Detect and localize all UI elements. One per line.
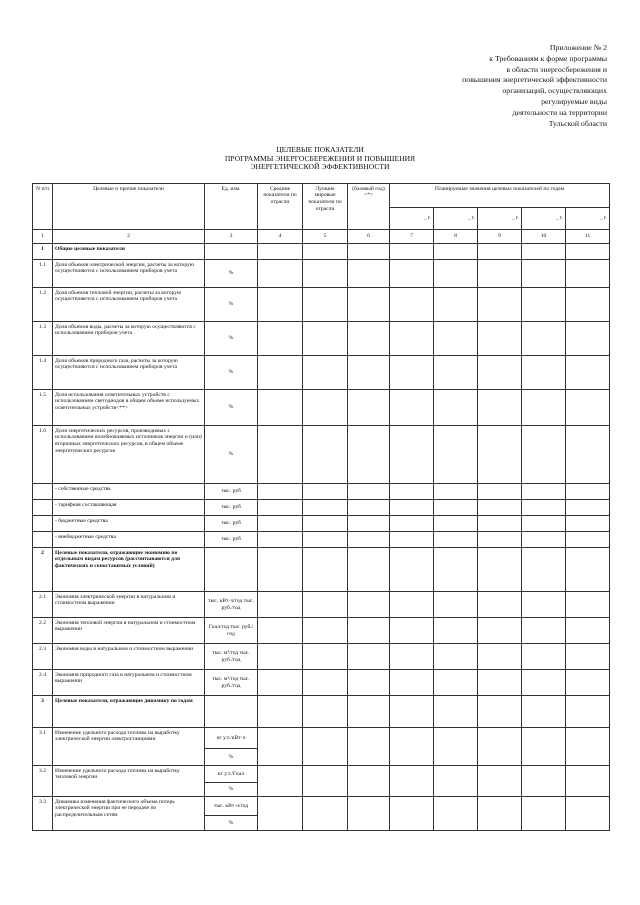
row-number [33, 500, 53, 516]
value-cell [478, 766, 522, 797]
value-cell [348, 390, 390, 426]
table-row [33, 516, 610, 532]
value-cell [434, 728, 478, 766]
row-unit: кг у.т./Гкал [205, 766, 258, 783]
value-cell [478, 532, 522, 548]
row-unit: % [205, 356, 258, 390]
table-row [33, 244, 610, 260]
table-row [33, 500, 610, 516]
value-cell [434, 356, 478, 390]
value-cell [522, 592, 566, 618]
column-number: 3 [205, 230, 258, 244]
value-cell [434, 390, 478, 426]
value-cell [258, 500, 303, 516]
appendix-line: повышения энергетической эффективности [462, 75, 607, 85]
value-cell [348, 532, 390, 548]
row-indicator: - тарифная составляющая [53, 500, 205, 516]
value-cell [390, 322, 434, 356]
value-cell [303, 766, 348, 797]
title-line: ЭНЕРГЕТИЧЕСКОЙ ЭФФЕКТИВНОСТИ [250, 162, 390, 172]
table-row [33, 766, 610, 783]
value-cell [522, 797, 566, 831]
value-cell [390, 288, 434, 322]
value-cell [434, 644, 478, 670]
row-unit: Гкал/год тыс. руб./год [205, 618, 258, 644]
header-base-year: (базовый год) <*> [348, 184, 390, 230]
value-cell [478, 592, 522, 618]
value-cell [566, 644, 610, 670]
row-number: 3.1 [33, 728, 53, 766]
row-number: 1.4 [33, 356, 53, 390]
column-number: 5 [303, 230, 348, 244]
value-cell [434, 766, 478, 797]
value-cell [303, 500, 348, 516]
value-cell [348, 618, 390, 644]
value-cell [258, 592, 303, 618]
row-number: 2.3 [33, 644, 53, 670]
row-unit: тыс. кВт·ч/год [205, 797, 258, 816]
table-row [33, 322, 610, 356]
row-unit: % [205, 322, 258, 356]
value-cell [390, 484, 434, 500]
value-cell [522, 728, 566, 766]
row-unit: % [205, 749, 258, 766]
row-unit: % [205, 426, 258, 484]
value-cell [566, 592, 610, 618]
table-row [33, 592, 610, 618]
value-cell [566, 670, 610, 696]
table-row [33, 532, 610, 548]
value-cell [303, 728, 348, 766]
value-cell [348, 322, 390, 356]
value-cell [478, 728, 522, 766]
row-indicator: Доля объемов природного газа, расчеты за которую осуществляются с использованием приборов учета [53, 356, 205, 390]
row-number: 1.6 [33, 426, 53, 484]
value-cell [258, 532, 303, 548]
header-year: _ г. [478, 208, 522, 230]
row-number: 2.1 [33, 592, 53, 618]
value-cell [566, 484, 610, 500]
value-cell [390, 696, 434, 728]
value-cell [303, 426, 348, 484]
value-cell [478, 548, 522, 592]
value-cell [258, 766, 303, 797]
table-row [33, 426, 610, 484]
value-cell [348, 244, 390, 260]
value-cell [303, 670, 348, 696]
value-cell [566, 516, 610, 532]
row-number: 1.1 [33, 260, 53, 288]
value-cell [434, 426, 478, 484]
value-cell [566, 618, 610, 644]
value-cell [258, 516, 303, 532]
value-cell [522, 532, 566, 548]
row-number: 1.2 [33, 288, 53, 322]
table-row [33, 288, 610, 322]
value-cell [390, 766, 434, 797]
value-cell [522, 548, 566, 592]
value-cell [303, 356, 348, 390]
table-row [33, 390, 610, 426]
value-cell [390, 532, 434, 548]
value-cell [390, 618, 434, 644]
row-number: 3.2 [33, 766, 53, 797]
row-number [33, 484, 53, 500]
value-cell [258, 356, 303, 390]
value-cell [348, 766, 390, 797]
value-cell [522, 260, 566, 288]
value-cell [566, 728, 610, 766]
value-cell [348, 670, 390, 696]
table-row [33, 696, 610, 728]
column-number: 10 [522, 230, 566, 244]
value-cell [348, 548, 390, 592]
value-cell [434, 670, 478, 696]
value-cell [434, 797, 478, 831]
value-cell [348, 356, 390, 390]
row-unit: тыс. кВт·ч/год тыс. руб./год [205, 592, 258, 618]
row-unit: тыс. руб [205, 516, 258, 532]
value-cell [303, 548, 348, 592]
value-cell [390, 260, 434, 288]
header-name: Целевые и прочие показатели [53, 184, 205, 230]
row-unit [205, 696, 258, 728]
row-unit: тыс. руб [205, 500, 258, 516]
value-cell [566, 696, 610, 728]
value-cell [348, 696, 390, 728]
value-cell [566, 260, 610, 288]
row-indicator: Экономия воды в натуральном и стоимостном выражении [53, 644, 205, 670]
value-cell [258, 322, 303, 356]
row-indicator: - внебюджетные средства [53, 532, 205, 548]
value-cell [303, 322, 348, 356]
column-number: 6 [348, 230, 390, 244]
value-cell [522, 484, 566, 500]
row-indicator: Целевые показатели, отражающие динамику по годам [53, 696, 205, 728]
value-cell [258, 797, 303, 831]
value-cell [390, 592, 434, 618]
value-cell [522, 390, 566, 426]
column-number: 4 [258, 230, 303, 244]
header-year: _ г. [522, 208, 566, 230]
row-unit: тыс. м³/год тыс. руб./год [205, 644, 258, 670]
row-number [33, 532, 53, 548]
value-cell [522, 766, 566, 797]
value-cell [390, 728, 434, 766]
value-cell [258, 484, 303, 500]
value-cell [566, 244, 610, 260]
row-indicator: Общие целевые показатели [53, 244, 205, 260]
value-cell [434, 484, 478, 500]
value-cell [348, 484, 390, 500]
header-best: Лучшие мировые показатели по отрасли [303, 184, 348, 230]
value-cell [390, 644, 434, 670]
value-cell [348, 728, 390, 766]
value-cell [258, 548, 303, 592]
value-cell [434, 500, 478, 516]
value-cell [522, 244, 566, 260]
value-cell [566, 322, 610, 356]
value-cell [566, 500, 610, 516]
value-cell [390, 548, 434, 592]
value-cell [434, 322, 478, 356]
appendix-line: Тульской области [548, 118, 607, 128]
value-cell [434, 516, 478, 532]
value-cell [478, 618, 522, 644]
value-cell [303, 592, 348, 618]
value-cell [566, 356, 610, 390]
row-number: 1.3 [33, 322, 53, 356]
header-num: N п/п [33, 184, 53, 230]
value-cell [478, 288, 522, 322]
appendix-line: Приложение № 2 [549, 43, 607, 52]
value-cell [303, 644, 348, 670]
value-cell [258, 696, 303, 728]
value-cell [348, 516, 390, 532]
value-cell [303, 516, 348, 532]
value-cell [522, 644, 566, 670]
value-cell [522, 288, 566, 322]
value-cell [348, 500, 390, 516]
row-unit [205, 548, 258, 592]
value-cell [258, 728, 303, 766]
row-unit: кг у.т./кВт·ч [205, 728, 258, 749]
column-number: 1 [33, 230, 53, 244]
column-number: 11 [566, 230, 610, 244]
value-cell [566, 766, 610, 797]
value-cell [258, 644, 303, 670]
value-cell [348, 426, 390, 484]
row-indicator: Экономия электрической энергии в натуральном и стоимостном выражении [53, 592, 205, 618]
row-number [33, 516, 53, 532]
row-number: 2.4 [33, 670, 53, 696]
row-number: 1 [33, 244, 53, 260]
value-cell [434, 260, 478, 288]
value-cell [303, 244, 348, 260]
appendix-note [377, 43, 607, 129]
value-cell [303, 390, 348, 426]
table-row [33, 797, 610, 816]
value-cell [566, 426, 610, 484]
value-cell [258, 260, 303, 288]
value-cell [258, 244, 303, 260]
value-cell [303, 532, 348, 548]
appendix-line: к Требованиям к форме программы [489, 53, 607, 63]
row-number: 3 [33, 696, 53, 728]
value-cell [478, 484, 522, 500]
table-row [33, 618, 610, 644]
value-cell [522, 322, 566, 356]
table-row [33, 356, 610, 390]
value-cell [303, 484, 348, 500]
row-indicator: Доля объемов тепловой энергии, расчеты за которую осуществляются с использованием приборов учета [53, 288, 205, 322]
row-indicator: Изменение удельного расхода топлива на выработку электрической энергии электростанциями [53, 728, 205, 766]
table-row [33, 484, 610, 500]
value-cell [522, 670, 566, 696]
value-cell [258, 670, 303, 696]
value-cell [434, 244, 478, 260]
value-cell [348, 592, 390, 618]
value-cell [303, 797, 348, 831]
header-unit: Ед. изм. [205, 184, 258, 230]
row-indicator: - бюджетные средства [53, 516, 205, 532]
appendix-line: регулируемые виды [541, 96, 607, 106]
value-cell [478, 356, 522, 390]
value-cell [522, 516, 566, 532]
value-cell [522, 356, 566, 390]
value-cell [390, 670, 434, 696]
row-number: 2.2 [33, 618, 53, 644]
row-indicator: Динамика изменения фактического объема потерь электрической энергии при ее передаче по распределительным сетям [53, 797, 205, 831]
title-line: ПРОГРАММЫ ЭНЕРГОСБЕРЕЖЕНИЯ И ПОВЫШЕНИЯ [224, 153, 416, 163]
table-row [33, 548, 610, 592]
value-cell [348, 797, 390, 831]
value-cell [258, 390, 303, 426]
row-indicator: Экономия природного газа в натуральном и стоимостном выражении [53, 670, 205, 696]
row-indicator: Доля энергетических ресурсов, производимых с использованием возобновляемых источников энергии и (или) вторичных энергетических ресурсов, в общем объеме энергетических ресурсов [53, 426, 205, 484]
value-cell [390, 797, 434, 831]
value-cell [348, 260, 390, 288]
value-cell [566, 532, 610, 548]
row-unit: % [205, 260, 258, 288]
document-title [0, 146, 640, 172]
value-cell [303, 618, 348, 644]
value-cell [390, 244, 434, 260]
value-cell [478, 500, 522, 516]
row-number: 3.3 [33, 797, 53, 831]
value-cell [478, 797, 522, 831]
value-cell [258, 618, 303, 644]
target-indicators-table [32, 183, 610, 831]
appendix-line: организаций, осуществляющих [502, 86, 607, 96]
row-unit: % [205, 816, 258, 831]
value-cell [478, 426, 522, 484]
row-indicator: - собственные средства [53, 484, 205, 500]
header-year: _ г. [566, 208, 610, 230]
row-number: 2 [33, 548, 53, 592]
value-cell [390, 390, 434, 426]
value-cell [478, 644, 522, 670]
value-cell [303, 696, 348, 728]
value-cell [303, 260, 348, 288]
appendix-line: в области энергосбережения и [506, 64, 607, 74]
table-row [33, 260, 610, 288]
column-number: 7 [390, 230, 434, 244]
value-cell [390, 426, 434, 484]
value-cell [522, 696, 566, 728]
value-cell [348, 644, 390, 670]
value-cell [258, 288, 303, 322]
value-cell [566, 797, 610, 831]
value-cell [390, 516, 434, 532]
table-row [33, 670, 610, 696]
value-cell [566, 288, 610, 322]
value-cell [348, 288, 390, 322]
row-indicator: Доля использования осветительных устройств с использованием светодиодов в общем объеме используемых осветительных устройств<**> [53, 390, 205, 426]
row-number: 1.5 [33, 390, 53, 426]
header-year: _ г. [434, 208, 478, 230]
row-indicator: Доля объемов воды, расчеты за которую осуществляются с использованием приборов учета [53, 322, 205, 356]
row-unit: тыс. м³/год тыс. руб./год [205, 670, 258, 696]
value-cell [478, 322, 522, 356]
value-cell [434, 696, 478, 728]
row-unit: тыс. руб [205, 484, 258, 500]
value-cell [258, 426, 303, 484]
header-year: _ г. [390, 208, 434, 230]
value-cell [390, 356, 434, 390]
value-cell [478, 696, 522, 728]
row-unit: % [205, 390, 258, 426]
header-planned: Планируемые значения целевых показателей по годам [390, 184, 610, 208]
value-cell [303, 288, 348, 322]
row-indicator: Экономия тепловой энергии в натуральном и стоимостном выражении [53, 618, 205, 644]
row-unit: % [205, 783, 258, 797]
row-unit: тыс. руб [205, 532, 258, 548]
table-row [33, 644, 610, 670]
value-cell [522, 426, 566, 484]
value-cell [478, 260, 522, 288]
value-cell [478, 670, 522, 696]
row-indicator: Доля объемов электрической энергии, расчеты за которую осуществляются с использованием приборов учета [53, 260, 205, 288]
row-indicator: Целевые показатели, отражающие экономию по отдельным видам ресурсов (рассчитываются для фактических и сопоставимых условий) [53, 548, 205, 592]
value-cell [390, 500, 434, 516]
value-cell [522, 618, 566, 644]
column-number: 2 [53, 230, 205, 244]
value-cell [434, 592, 478, 618]
row-indicator: Изменение удельного расхода топлива на выработку тепловой энергии [53, 766, 205, 797]
row-unit: % [205, 288, 258, 322]
value-cell [522, 500, 566, 516]
value-cell [566, 548, 610, 592]
table-row [33, 728, 610, 749]
header-average: Средние показатели по отрасли [258, 184, 303, 230]
value-cell [478, 516, 522, 532]
column-number: 8 [434, 230, 478, 244]
appendix-line: деятельности на территории [512, 107, 607, 117]
value-cell [478, 390, 522, 426]
value-cell [478, 244, 522, 260]
value-cell [566, 390, 610, 426]
value-cell [434, 288, 478, 322]
column-number: 9 [478, 230, 522, 244]
value-cell [434, 548, 478, 592]
value-cell [434, 532, 478, 548]
value-cell [434, 618, 478, 644]
row-unit [205, 244, 258, 260]
title-line: ЦЕЛЕВЫЕ ПОКАЗАТЕЛИ [276, 145, 364, 154]
